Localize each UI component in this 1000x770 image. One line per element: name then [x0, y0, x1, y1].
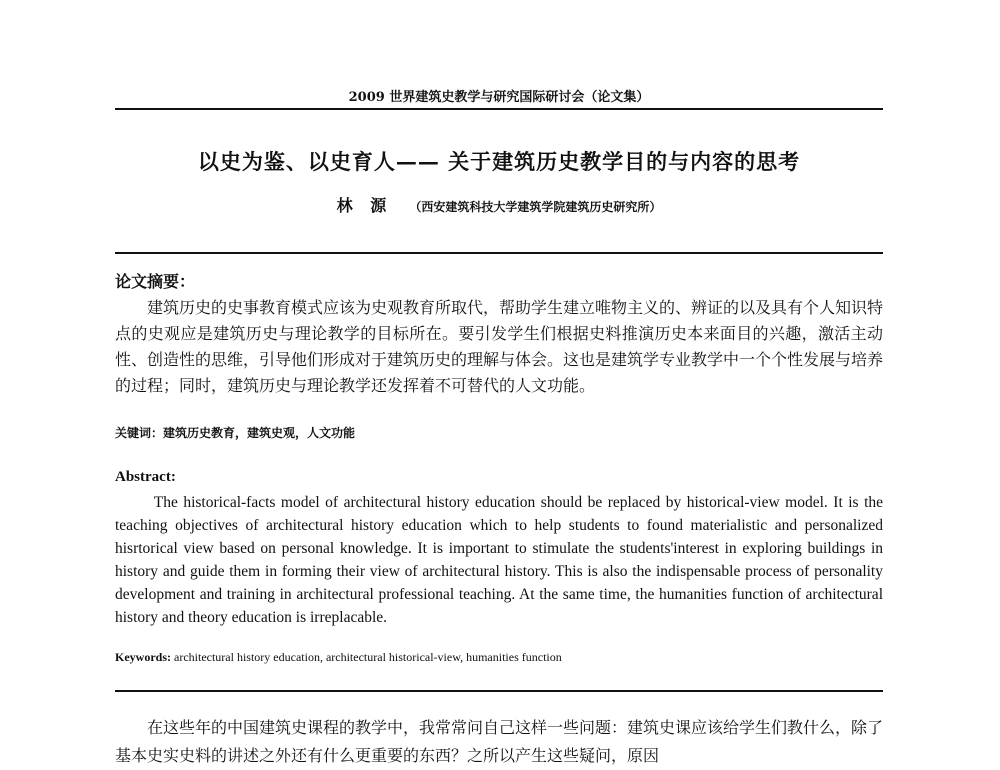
author-line	[115, 193, 883, 216]
keywords-zh: 关键词：建筑历史教育，建筑史观，人文功能	[115, 426, 356, 440]
author-affiliation: （西安建筑科技大学建筑学院建筑历史研究所）	[409, 200, 662, 214]
abstract-en	[115, 491, 883, 629]
keywords-en	[115, 650, 562, 665]
header-rule	[115, 108, 883, 110]
author-name: 林 源	[336, 196, 393, 215]
paper-title: 以史为鉴、以史育人—— 关于建筑历史教学目的与内容的思考	[197, 149, 801, 174]
body-text	[115, 714, 883, 770]
title-rule	[115, 252, 883, 254]
abstract-zh	[115, 295, 883, 399]
keywords-en-text: architectural history education, architectural historical-view, humanities function	[174, 650, 562, 664]
abstract-zh-text: 建筑历史的史事教育模式应该为史观教育所取代，帮助学生建立唯物主义的、辨证的以及具有个人知识特点的史观应是建筑历史与理论教学的目标所在。要引发学生们根据史料推演历史本来面目的兴趣，激活主动性、创造性的思维，引导他们形成对于建筑历史的理解与体会。这也是建筑学专业教学中一个个性发展与培养的过程；同时，建筑历史与理论教学还发挥着不可替代的人文功能。	[115, 298, 884, 395]
abstract-zh-label: 论文摘要：	[115, 272, 196, 291]
body-paragraph: 在这些年的中国建筑史课程的教学中，我常常问自己这样一些问题：建筑史课应该给学生们教什么，除了基本史实史料的讲述之外还有什么更重要的东西？之所以产生这些疑问，原因	[115, 718, 884, 765]
keywords-en-label: Keywords:	[115, 650, 171, 664]
abstract-rule	[115, 690, 883, 692]
running-header: 2009 世界建筑史教学与研究国际研讨会（论文集）	[348, 90, 650, 105]
abstract-en-label: Abstract:	[115, 469, 176, 485]
abstract-en-text: The historical-facts model of architectural history education should be replaced by historical-view model. It is the teaching objectives of architectural history education which to help students to found materialistic and personalized hisrtorical view based on personal knowledge. It is important to stimulate the students'interest in exploring buildings in history and guide them in forming their view of architectural history. This is also the indispensable process of personality development and training in architectural professional teaching. At the same time, the humanities function of architectural history and theory education is irreplacable.	[115, 494, 883, 626]
